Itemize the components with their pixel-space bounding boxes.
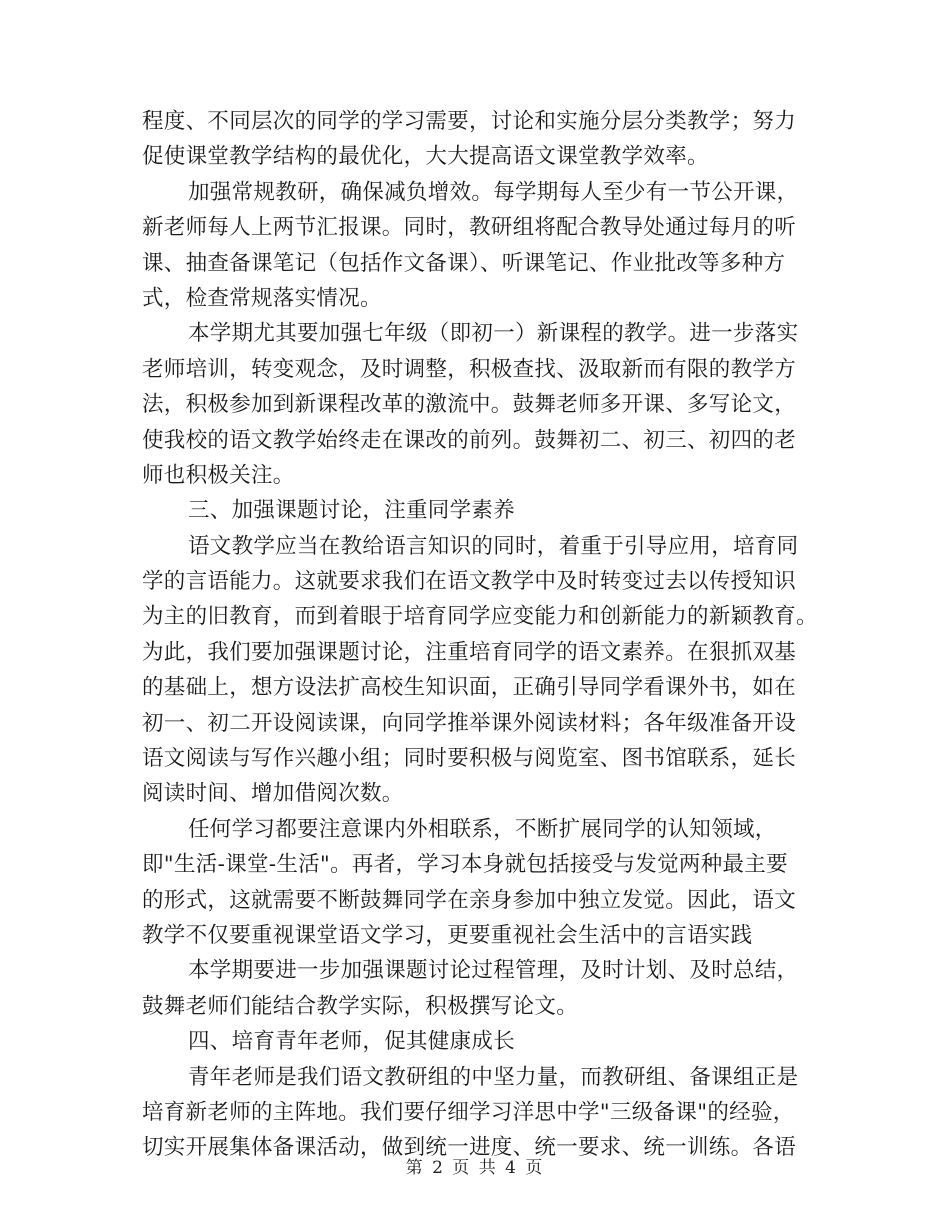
text-line: 培育新老师的主阵地。我们要仔细学习洋思中学"三级备课"的经验， <box>142 1099 795 1125</box>
text-line: 学的言语能力。这就要求我们在语文教学中及时转变过去以传授知识 <box>142 569 797 595</box>
text-line: 程度、不同层次的同学的学习需要，讨论和实施分层分类教学；努力 <box>142 109 797 134</box>
text-line: 的形式，这就需要不断鼓舞同学在亲身参加中独立发觉。因此，语文 <box>142 887 797 913</box>
text-line: 促使课堂教学结构的最优化，大大提高语文课堂教学效率。 <box>142 144 709 170</box>
text-line: 本学期要进一步加强课题讨论过程管理，及时计划、及时总结， <box>188 958 799 984</box>
text-line: 本学期尤其要加强七年级（即初一）新课程的教学。进一步落实 <box>188 321 799 347</box>
text-line: 师也积极关注。 <box>142 462 295 488</box>
body-text <box>142 104 818 1166</box>
text-line: 语文教学应当在教给语言知识的同时，着重于引导应用，培育同 <box>188 533 799 559</box>
text-line: 即"生活-课堂-生活"。再者，学习本身就包括接受与发觉两种最主要 <box>142 852 788 878</box>
text-line: 式，检查常规落实情况。 <box>142 285 382 311</box>
page-number-footer: 第 2 页 共 4 页 <box>405 1158 545 1178</box>
text-line: 加强常规教研，确保减负增效。每学期每人至少有一节公开课， <box>188 179 799 205</box>
text-line: 鼓舞老师们能结合教学实际，积极撰写论文。 <box>142 993 579 1019</box>
text-line: 新老师每人上两节汇报课。同时，教研组将配合教导处通过每月的听 <box>142 215 797 241</box>
text-line: 为此，我们要加强课题讨论，注重培育同学的语文素养。在狠抓双基 <box>142 639 797 665</box>
text-line: 阅读时间、增加借阅次数。 <box>142 781 404 807</box>
text-line: 语文阅读与写作兴趣小组；同时要积极与阅览室、图书馆联系，延长 <box>142 746 797 772</box>
text-line: 课、抽查备课笔记（包括作文备课）、听课笔记、作业批改等多种方 <box>142 250 786 276</box>
text-line: 老师培训，转变观念，及时调整，积极查找、汲取新而有限的教学方 <box>142 356 797 382</box>
text-line: 青年老师是我们语文教研组的中坚力量，而教研组、备课组正是 <box>188 1064 799 1090</box>
text-line: 任何学习都要注意课内外相联系，不断扩展同学的认知领域， <box>188 816 777 842</box>
text-line: 法，积极参加到新课程改革的激流中。鼓舞老师多开课、多写论文， <box>142 392 797 418</box>
text-line: 切实开展集体备课活动，做到统一进度、统一要求、统一训练。各语 <box>142 1135 797 1161</box>
text-line: 四、培育青年老师，促其健康成长 <box>188 1029 516 1055</box>
text-line: 的基础上，想方设法扩高校生知识面，正确引导同学看课外书，如在 <box>142 675 797 701</box>
text-line: 使我校的语文教学始终走在课改的前列。鼓舞初二、初三、初四的老 <box>142 427 797 453</box>
text-line: 为主的旧教育，而到着眼于培育同学应变能力和创新能力的新颖教育。 <box>142 604 818 630</box>
text-line: 三、加强课题讨论，注重同学素养 <box>188 498 516 524</box>
text-line: 教学不仅要重视课堂语文学习，更要重视社会生活中的言语实践 <box>142 922 753 948</box>
text-line: 初一、初二开设阅读课，向同学推举课外阅读材料；各年级准备开设 <box>142 710 797 736</box>
